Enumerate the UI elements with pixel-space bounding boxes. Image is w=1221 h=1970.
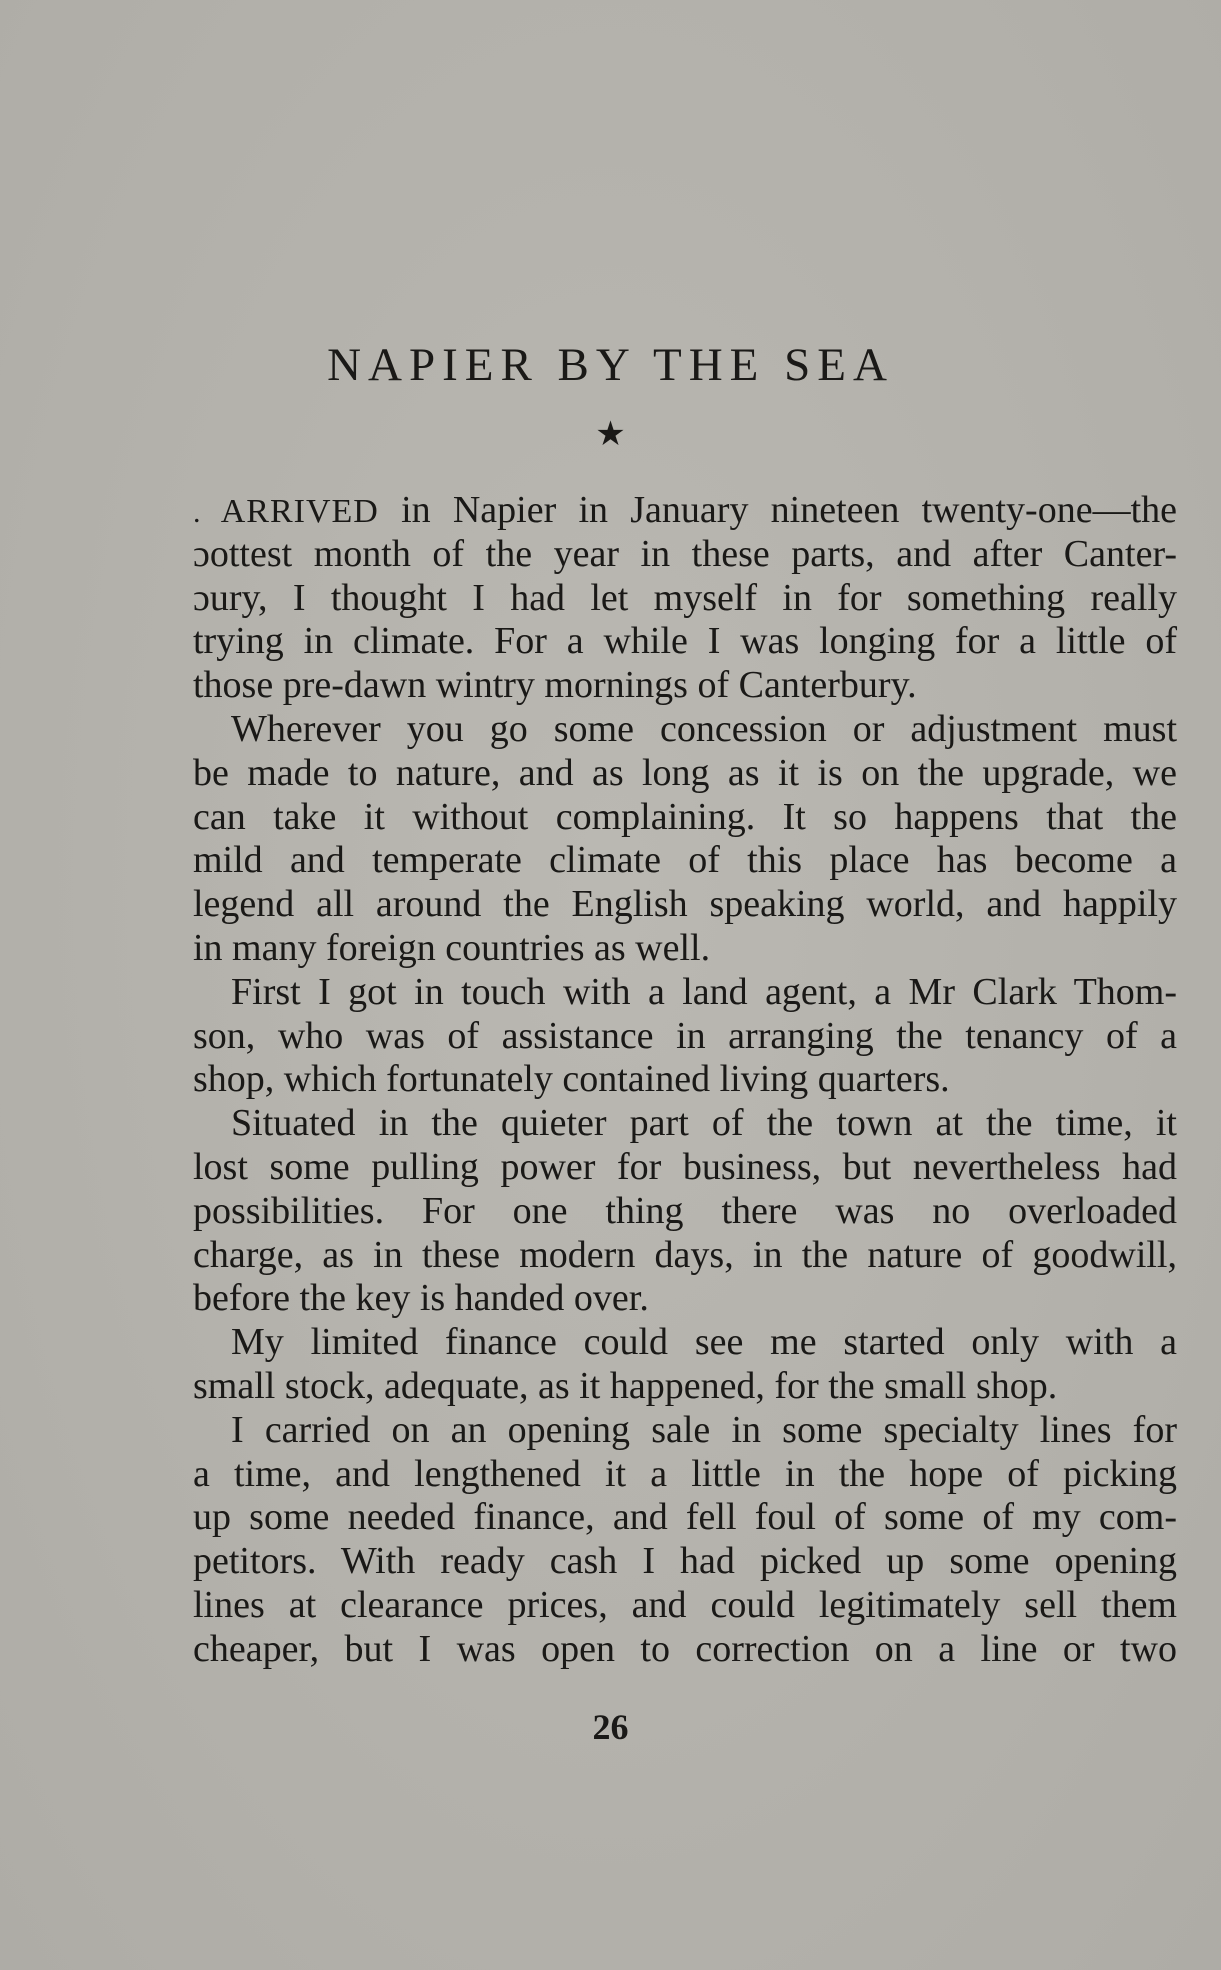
opening-smallcaps: ARRIVED <box>220 493 379 530</box>
text-line: legend all around the English speaking world, and happily <box>193 883 1177 926</box>
text-line: before the key is handed over. <box>193 1277 649 1320</box>
text-line: lost some pulling power for business, but nevertheless had <box>193 1145 1177 1188</box>
text-line: trying in climate. For a while I was longing for a little of <box>193 620 1177 663</box>
text-line: My limited finance could see me started only with a <box>231 1321 1177 1364</box>
text-line: a time, and lengthened it a little in the hope of picking <box>193 1452 1177 1495</box>
text-line: First I got in touch with a land agent, a Mr Clark Thom- <box>231 970 1177 1013</box>
text-line: those pre-dawn wintry mornings of Canterbury. <box>193 664 917 707</box>
text-line: petitors. With ready cash I had picked up some opening <box>193 1540 1177 1583</box>
text-line: lines at clearance prices, and could legitimately sell them <box>193 1583 1177 1626</box>
text-line: in many foreign countries as well. <box>193 926 711 969</box>
star-ornament-icon: ★ <box>595 416 626 453</box>
page-number: 26 <box>592 1707 629 1747</box>
text-line: Situated in the quieter part of the town at the time, it <box>231 1102 1177 1145</box>
text-line: can take it without complaining. It so happens that the <box>193 795 1177 838</box>
body-text <box>193 489 1177 1672</box>
text-line: son, who was of assistance in arranging the tenancy of a <box>193 1014 1177 1057</box>
text-line: possibilities. For one thing there was no overloaded <box>193 1189 1177 1232</box>
text-line: charge, as in these modern days, in the nature of goodwill, <box>193 1233 1177 1276</box>
text-line: cheaper, but I was open to correction on a line or two <box>193 1627 1177 1670</box>
chapter-title: NAPIER BY THE SEA <box>327 339 894 391</box>
text-line: Wherever you go some concession or adjustment must <box>231 707 1177 750</box>
text-line: ɔury, I thought I had let myself in for something really <box>193 576 1177 619</box>
text-line: I carried on an opening sale in some specialty lines for <box>231 1408 1177 1451</box>
opening-mark: . <box>193 496 221 529</box>
text-line: mild and temperate climate of this place has become a <box>193 839 1177 882</box>
text-line-content: in Napier in January nineteen twenty-one—the <box>378 489 1177 531</box>
text-line: small stock, adequate, as it happened, for the small shop. <box>193 1364 1058 1407</box>
text-line: be made to nature, and as long as it is on the upgrade, we <box>193 751 1177 794</box>
text-line: up some needed finance, and fell foul of some of my com- <box>193 1496 1177 1539</box>
text-line <box>193 489 1177 533</box>
text-line: ɔottest month of the year in these parts, and after Canter- <box>193 532 1177 575</box>
text-line: shop, which fortunately contained living quarters. <box>193 1058 950 1101</box>
